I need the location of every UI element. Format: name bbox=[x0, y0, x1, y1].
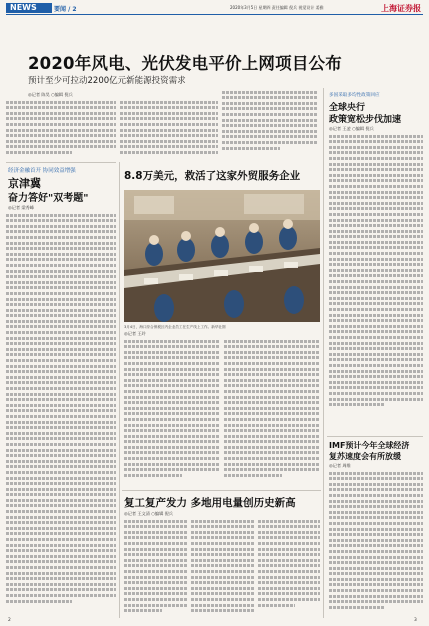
right-bottom-text bbox=[329, 469, 423, 617]
sidebar-rule bbox=[6, 162, 116, 163]
lead-text-col-1 bbox=[6, 98, 116, 158]
factory-photo-illustration bbox=[124, 190, 320, 322]
right-bottom-rule bbox=[327, 436, 423, 437]
header-rule bbox=[6, 14, 423, 15]
page-header bbox=[0, 0, 429, 14]
right-top-title-2: 政策宽松步伐加速 bbox=[329, 115, 402, 125]
sidebar-byline: ◎记者 梁秀峰 bbox=[8, 205, 34, 210]
bottom-text-col-1 bbox=[124, 517, 188, 617]
page-number-right: 3 bbox=[414, 618, 417, 623]
right-top-byline: ◎记者 王凌 ○编辑 倪兵 bbox=[329, 126, 374, 131]
bottom-byline: ◎记者 王文清 ○编辑 倪兵 bbox=[124, 511, 173, 516]
bottom-headline: 复工复产发力 多地用电量创历史新高 bbox=[124, 497, 296, 509]
section-name: 要闻 / 2 bbox=[54, 6, 77, 13]
right-top-text bbox=[329, 132, 423, 432]
factory-photo bbox=[124, 190, 320, 322]
feature-headline: 8.8万美元，救活了这家外贸服务企业 bbox=[124, 170, 301, 182]
feature-text-col-1 bbox=[124, 337, 220, 487]
newspaper-brand: 上海证券报 bbox=[381, 3, 421, 13]
column-divider-left bbox=[119, 162, 120, 618]
feature-text-col-2 bbox=[224, 337, 320, 487]
lead-text-col-2 bbox=[120, 98, 218, 158]
lead-subhead: 预计至少可拉动2200亿元新能源投资需求 bbox=[28, 76, 186, 86]
feature-byline: ◎记者 王玲 bbox=[124, 331, 146, 336]
sidebar-text bbox=[6, 211, 116, 616]
lead-text-col-3 bbox=[222, 88, 318, 158]
bottom-story-rule bbox=[122, 490, 321, 491]
bottom-text-col-2 bbox=[191, 517, 255, 617]
right-top-title-1: 全球央行 bbox=[329, 103, 366, 113]
bottom-text-col-3 bbox=[258, 517, 320, 617]
right-bottom-title-2: 复苏速度会有所放缓 bbox=[329, 452, 401, 461]
page-number-left: 2 bbox=[8, 618, 11, 623]
column-divider-right bbox=[323, 88, 324, 618]
date-line: 2020年3月5日 星期四 责任编辑 倪兵 视觉设计 姜雅 bbox=[230, 5, 324, 10]
sidebar-kicker: 经济金融首开 协同效益增强 bbox=[8, 168, 76, 174]
photo-caption: 3月4日，海口综合保税区内企业员工在生产线上工作。新华社图 bbox=[124, 325, 226, 329]
sidebar-title-2: 奋力答好"双考题" bbox=[8, 193, 89, 204]
lead-headline: 2020年风电、光伏发电平价上网项目公布 bbox=[28, 54, 342, 73]
right-bottom-title-1: IMF预计今年全球经济 bbox=[329, 441, 410, 450]
section-badge: NEWS bbox=[6, 3, 52, 13]
right-bottom-byline: ◎记者 周维 bbox=[329, 463, 351, 468]
sidebar-title-1: 京津冀 bbox=[8, 177, 41, 190]
right-top-kicker: 多国采取多均性政策回应 bbox=[329, 93, 380, 98]
lead-byline: ◎记者 陈昊 ○编辑 倪兵 bbox=[28, 92, 73, 97]
